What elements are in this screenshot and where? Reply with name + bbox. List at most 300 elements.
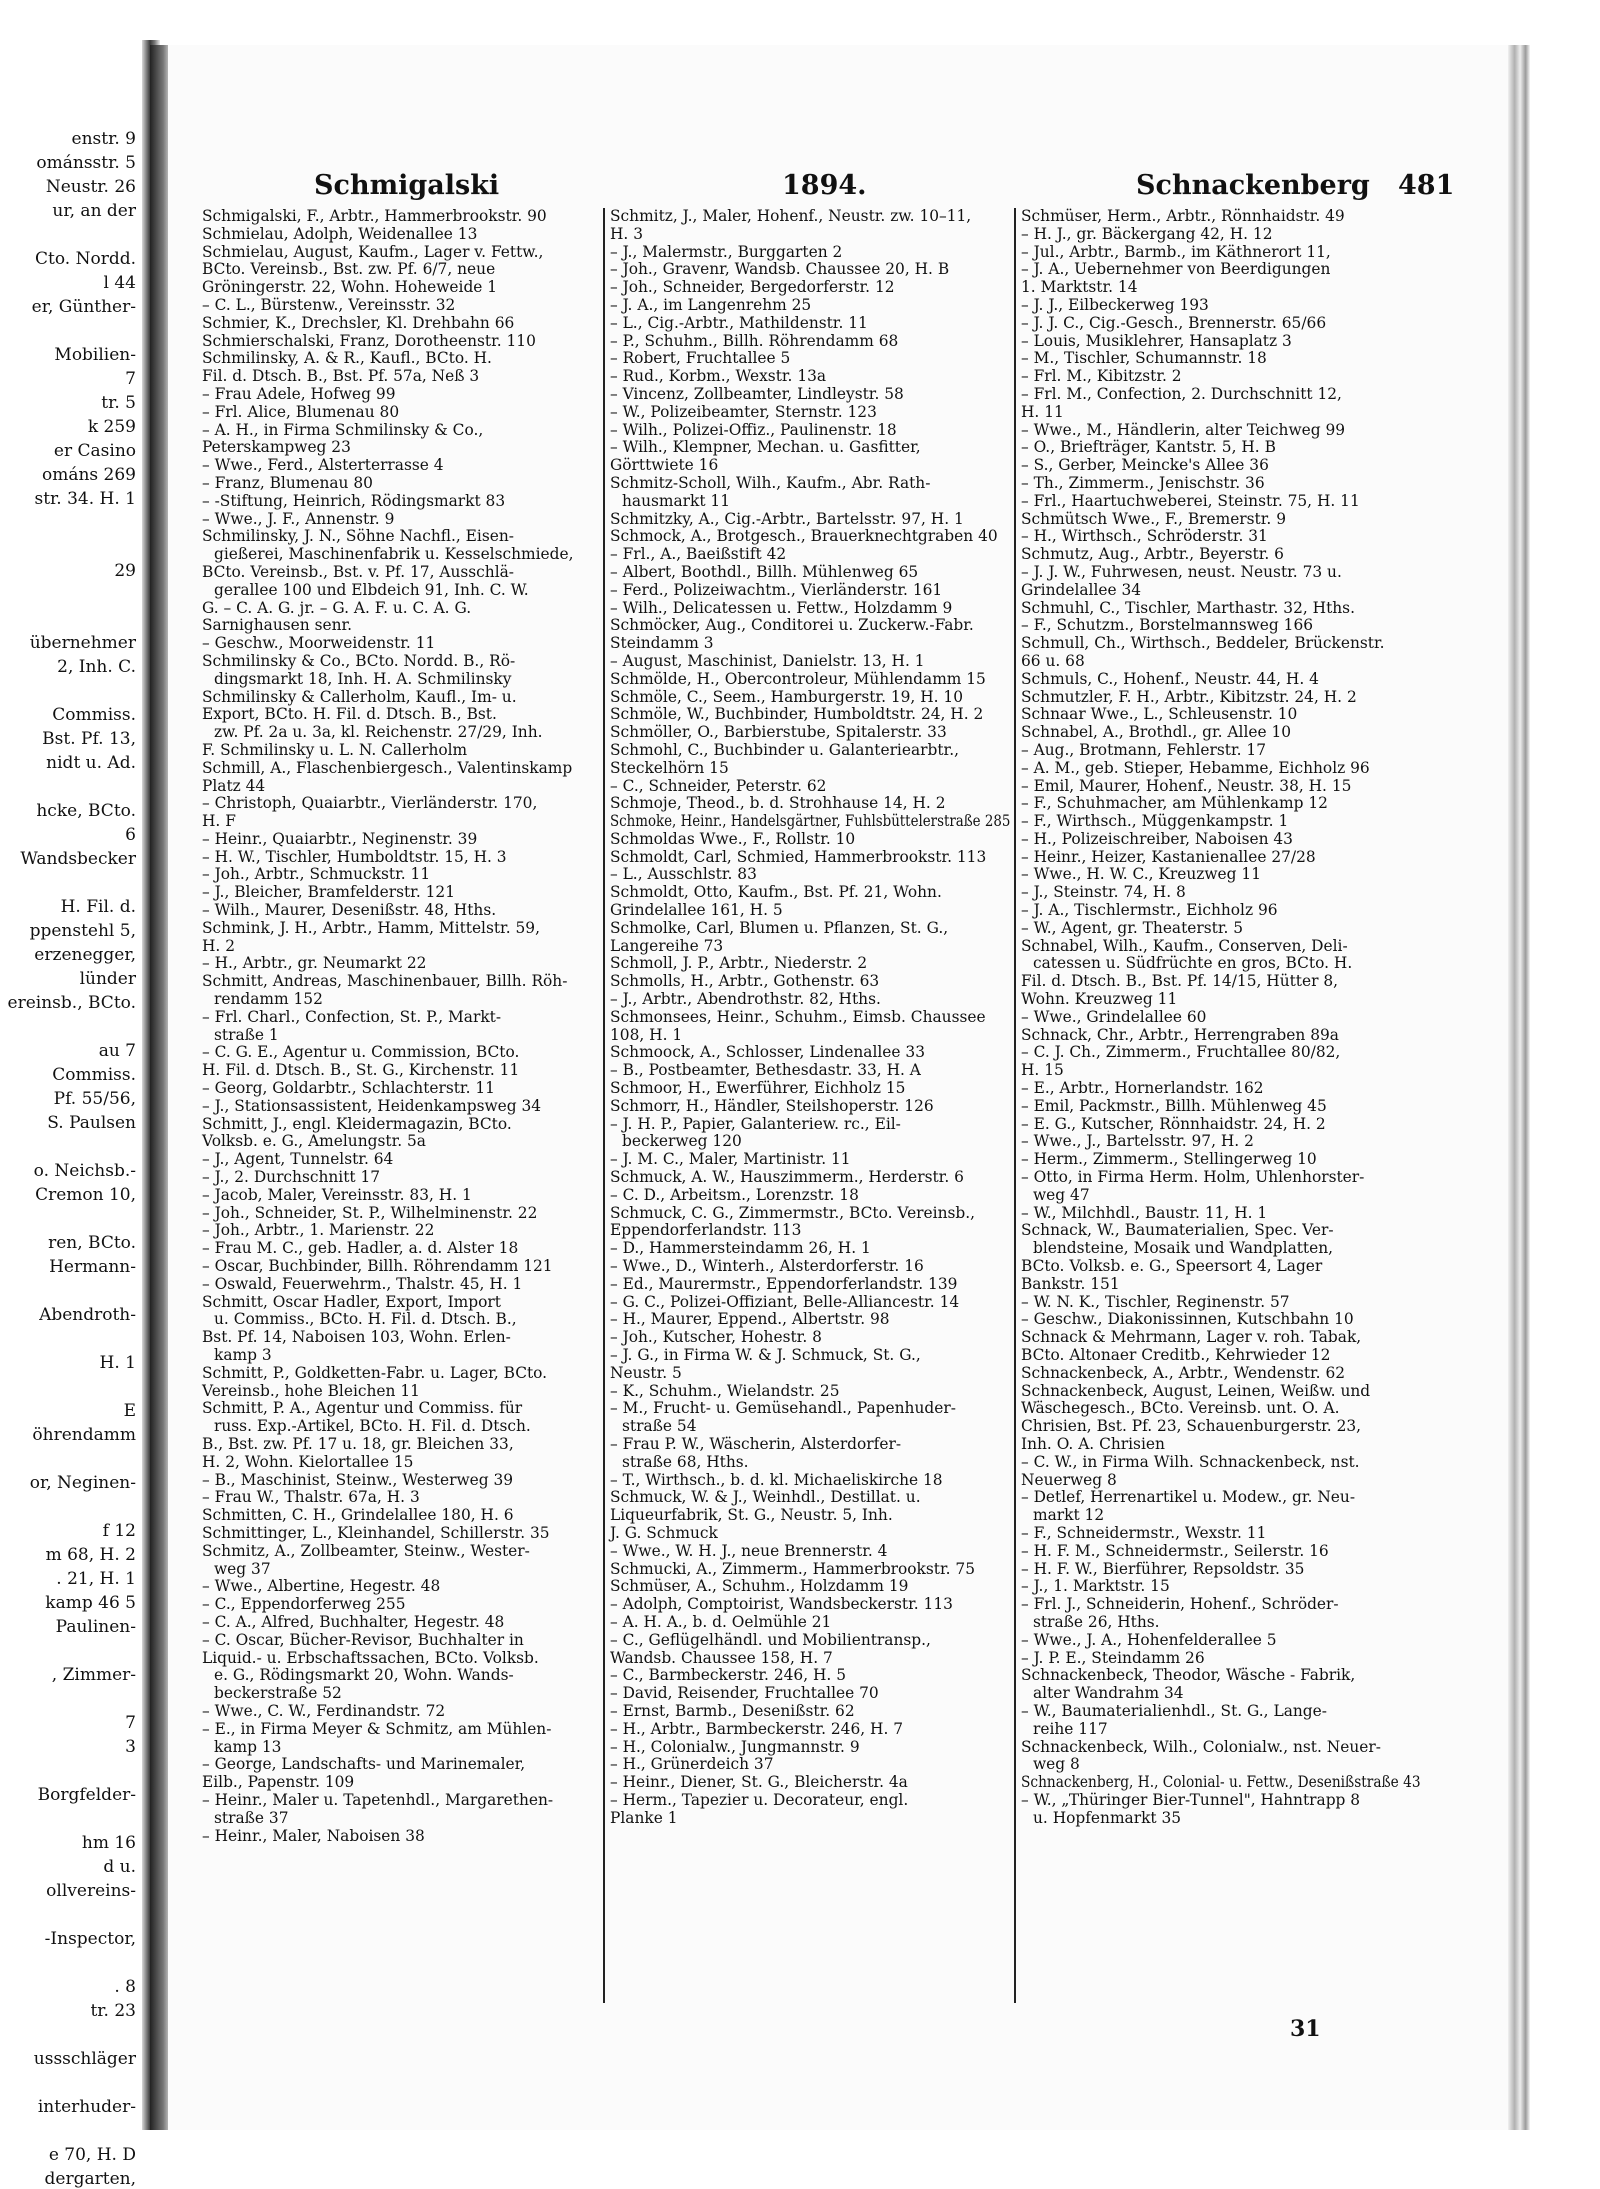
directory-entry-line: weg 8 xyxy=(1033,1755,1080,1774)
directory-entry-line: – Wwe., Ferd., Alsterterrasse 4 xyxy=(202,456,444,475)
directory-entry-line: beckerweg 120 xyxy=(622,1132,742,1151)
directory-entry-line: – J., Arbtr., Abendrothstr. 82, Hths. xyxy=(610,990,881,1009)
directory-entry-line: zw. Pf. 2a u. 3a, kl. Reichenstr. 27/29, Inh. xyxy=(214,723,543,742)
directory-entry-line: – J. G., in Firma W. & J. Schmuck, St. G., xyxy=(610,1346,921,1364)
directory-entry-line: Volksb. e. G., Amelungstr. 5a xyxy=(202,1132,426,1151)
directory-entry-line: Schmitt, Andreas, Maschinenbauer, Billh. Röh- xyxy=(202,972,568,991)
page-number: 481 xyxy=(1398,170,1455,201)
directory-entry-line: Görttwiete 16 xyxy=(610,456,719,475)
directory-entry-line: Grindelallee 161, H. 5 xyxy=(610,901,783,920)
directory-entry-line: Wandsb. Chaussee 158, H. 7 xyxy=(610,1648,833,1667)
facing-page-fragment: erzenegger, xyxy=(34,945,136,965)
directory-entry-line: – W., Agent, gr. Theaterstr. 5 xyxy=(1021,918,1244,937)
directory-entry-line: – Frl., A., Baeißstift 42 xyxy=(610,545,787,564)
directory-entry-line: Eilb., Papenstr. 109 xyxy=(202,1773,355,1792)
facing-page-fragment: übernehmer xyxy=(29,633,136,653)
directory-entry-line: – H., Maurer, Eppend., Albertstr. 98 xyxy=(610,1310,890,1329)
directory-entry-line: Schmill, A., Flaschenbiergesch., Valentinskamp xyxy=(202,758,573,777)
directory-entry-line: – Heinr., Quaiarbtr., Neginenstr. 39 xyxy=(202,829,478,848)
directory-entry-line: Wäschegesch., BCto. Vereinsb. unt. O. A. xyxy=(1021,1399,1340,1418)
facing-page-fragment: 2, Inh. C. xyxy=(57,657,136,677)
directory-entry-line: Schmielau, August, Kaufm., Lager v. Fettw., xyxy=(202,242,544,261)
directory-entry-line: – F., Schneidermstr., Wexstr. 11 xyxy=(1021,1523,1267,1542)
directory-entry-line: – Wilh., Maurer, Desenißstr. 48, Hths. xyxy=(202,901,497,920)
directory-entry-line: – Oswald, Feuerwehrm., Thalstr. 45, H. 1 xyxy=(202,1274,523,1293)
directory-entry-line: BCto. Vereinsb., Bst. v. Pf. 17, Ausschlä- xyxy=(202,562,515,581)
facing-page-fragment: E xyxy=(123,1401,136,1421)
directory-entry-line: – Wwe., Albertine, Hegestr. 48 xyxy=(202,1577,441,1596)
directory-entry-line: Schmölde, H., Obercontroleur, Mühlendamm 15 xyxy=(610,669,986,688)
directory-entry-line: – Joh., Schneider, St. P., Wilhelminenstr. 22 xyxy=(202,1203,538,1222)
facing-page-fragment: Borgfelder- xyxy=(37,1785,136,1805)
directory-entry-line: Schmutzler, F. H., Arbtr., Kibitzstr. 24, H. 2 xyxy=(1021,687,1357,706)
directory-entry-line: – Emil, Packmstr., Billh. Mühlenweg 45 xyxy=(1021,1096,1327,1115)
directory-entry-line: – Heinr., Maler u. Tapetenhdl., Margarethen- xyxy=(202,1790,554,1809)
directory-entry-line: – Wilh., Polizei-Offiz., Paulinenstr. 18 xyxy=(610,420,897,439)
directory-entry-line: Liquid.- u. Erbschaftssachen, BCto. Volksb. xyxy=(202,1648,539,1667)
directory-entry-line: – Frau Adele, Hofweg 99 xyxy=(202,384,396,403)
header-year: 1894. xyxy=(782,170,867,201)
directory-entry-line: – H. W., Tischler, Humboldtstr. 15, H. 3 xyxy=(202,847,507,866)
directory-entry-line: – Wilh., Klempner, Mechan. u. Gasfitter, xyxy=(610,438,921,457)
directory-entry-line: – Joh., Gravenr, Wandsb. Chaussee 20, H. B xyxy=(610,260,950,279)
directory-entry-line: – C., Eppendorferweg 255 xyxy=(202,1595,406,1614)
facing-page-fragment: . 21, H. 1 xyxy=(56,1569,136,1589)
directory-entry-line: – S., Gerber, Meincke's Allee 36 xyxy=(1021,456,1269,475)
directory-entry-line: reihe 117 xyxy=(1033,1719,1108,1738)
directory-entry-line: russ. Exp.-Artikel, BCto. H. Fil. d. Dtsch. xyxy=(214,1417,531,1436)
directory-entry-line: – Heinr., Heizer, Kastanienallee 27/28 xyxy=(1021,847,1316,866)
directory-entry-line: 1. Marktstr. 14 xyxy=(1021,278,1138,297)
facing-page-fragment: ussschläger xyxy=(33,2049,136,2069)
header-right-catchword: Schnackenberg xyxy=(1136,170,1370,201)
directory-entry-line: Grindelallee 34 xyxy=(1021,580,1142,599)
facing-page-fragment: er, Günther- xyxy=(31,297,136,317)
directory-entry-line: – Herm., Tapezier u. Decorateur, engl. xyxy=(610,1790,909,1809)
facing-page-fragment: ppenstehl 5, xyxy=(29,921,136,941)
facing-page-fragment: o. Neichsb.- xyxy=(33,1161,136,1181)
directory-entry-line: – H., Wirthsch., Schröderstr. 31 xyxy=(1021,527,1268,546)
directory-entry-line: – Herm., Zimmerm., Stellingerweg 10 xyxy=(1021,1150,1317,1169)
directory-entry-line: kamp 3 xyxy=(214,1346,272,1364)
directory-entry-line: u. Commiss., BCto. H. Fil. d. Dtsch. B., xyxy=(214,1310,517,1329)
facing-page-fragment: kamp 46 5 xyxy=(45,1593,136,1613)
directory-entry-line: beckerstraße 52 xyxy=(214,1684,342,1703)
directory-entry-line: – C. D., Arbeitsm., Lorenzstr. 18 xyxy=(610,1185,859,1204)
directory-entry-line: – M., Tischler, Schumannstr. 18 xyxy=(1021,349,1267,368)
directory-entry-line: Schnackenberg, H., Colonial- u. Fettw., Desenißstraße 43 xyxy=(1021,1773,1421,1792)
directory-entry-line: – Heinr., Maler, Naboisen 38 xyxy=(202,1826,425,1845)
directory-entry-line: blendsteine, Mosaik und Wandplatten, xyxy=(1033,1239,1334,1258)
directory-entry-line: – Adolph, Comptoirist, Wandsbeckerstr. 113 xyxy=(610,1595,953,1614)
directory-entry-line: Schmigalski, F., Arbtr., Hammerbrookstr. 90 xyxy=(202,207,547,225)
directory-entry-line: – O., Briefträger, Kantstr. 5, H. B xyxy=(1021,438,1276,457)
directory-entry-line: Schmöle, W., Buchbinder, Humboldtstr. 24, H. 2 xyxy=(610,705,984,724)
directory-entry-line: Schmüser, Herm., Arbtr., Rönnhaidstr. 49 xyxy=(1021,207,1345,225)
page-signature: 31 xyxy=(1290,2016,1321,2042)
directory-entry-line: – Joh., Kutscher, Hohestr. 8 xyxy=(610,1328,822,1347)
facing-page-fragment: 3 xyxy=(125,1737,136,1757)
facing-page-fragment: -Inspector, xyxy=(44,1929,136,1949)
directory-entry-line: – Wwe., C. W., Ferdinandstr. 72 xyxy=(202,1701,446,1720)
directory-entry-line: – H. F. W., Bierführer, Repsoldstr. 35 xyxy=(1021,1559,1305,1578)
directory-entry-line: straße 68, Hths. xyxy=(622,1452,749,1471)
directory-entry-line: BCto. Volksb. e. G., Speersort 4, Lager xyxy=(1021,1257,1323,1276)
directory-entry-line: – P., Schuhm., Billh. Röhrendamm 68 xyxy=(610,331,899,350)
directory-entry-line: Neustr. 5 xyxy=(610,1363,682,1382)
directory-entry-line: Schmitt, P. A., Agentur und Commiss. für xyxy=(202,1399,523,1418)
directory-entry-line: – Frl. Alice, Blumenau 80 xyxy=(202,402,400,421)
column-2 xyxy=(610,208,1010,1828)
directory-entry-line: Wohn. Kreuzweg 11 xyxy=(1021,990,1178,1009)
directory-entry-line: – Louis, Musiklehrer, Hansaplatz 3 xyxy=(1021,331,1292,350)
directory-entry-line: – C. A., Alfred, Buchhalter, Hegestr. 48 xyxy=(202,1612,505,1631)
directory-entry-line: J. G. Schmuck xyxy=(610,1523,718,1542)
directory-entry-line: – C., Geflügelhändl. und Mobilientransp., xyxy=(610,1630,931,1649)
directory-entry-line: rendamm 152 xyxy=(214,990,323,1009)
facing-page-fragment: Pf. 55/56, xyxy=(53,1089,136,1109)
directory-entry-line: – Georg, Goldarbtr., Schlachterstr. 11 xyxy=(202,1079,495,1098)
facing-page-fragment: Mobilien- xyxy=(54,345,136,365)
directory-entry-line: Schnackenbeck, Wilh., Colonialw., nst. Neuer- xyxy=(1021,1737,1381,1756)
directory-entry-line: – Vincenz, Zollbeamter, Lindleystr. 58 xyxy=(610,384,904,403)
directory-entry-line: Planke 1 xyxy=(610,1808,678,1827)
column-rule-1 xyxy=(603,208,605,2003)
directory-entry-line: Vereinsb., hohe Bleichen 11 xyxy=(202,1381,420,1400)
directory-entry-line: Schnackenbeck, August, Leinen, Weißw. und xyxy=(1021,1381,1371,1400)
facing-page-fragment: ollvereins- xyxy=(46,1881,136,1901)
directory-entry-line: Schmorr, H., Händler, Steilshoperstr. 126 xyxy=(610,1096,934,1115)
directory-entry-line: Schmittinger, L., Kleinhandel, Schillerstr. 35 xyxy=(202,1523,550,1542)
directory-entry-line: – B., Maschinist, Steinw., Westerweg 39 xyxy=(202,1470,514,1489)
directory-entry-line: Schnack & Mehrmann, Lager v. roh. Tabak, xyxy=(1021,1328,1362,1347)
directory-entry-line: Schnackenbeck, Theodor, Wäsche - Fabrik, xyxy=(1021,1666,1356,1685)
directory-entry-line: – Frl. J., Schneiderin, Hohenf., Schröder- xyxy=(1021,1595,1339,1614)
directory-entry-line: Schmüser, A., Schuhm., Holzdamm 19 xyxy=(610,1577,909,1596)
directory-entry-line: straße 26, Hths. xyxy=(1033,1612,1160,1631)
directory-entry-line: Sarnighausen senr. xyxy=(202,616,353,635)
facing-page-fragment: ománsstr. 5 xyxy=(36,153,136,173)
directory-entry-line: Schmitz-Scholl, Wilh., Kaufm., Abr. Rath- xyxy=(610,473,931,492)
directory-entry-line: – Robert, Fruchtallee 5 xyxy=(610,349,791,368)
directory-entry-line: Peterskampweg 23 xyxy=(202,438,351,457)
directory-entry-line: Inh. O. A. Chrisien xyxy=(1021,1434,1165,1453)
facing-page-fragment: tr. 23 xyxy=(90,2001,136,2021)
directory-entry-line: – J., Stationsassistent, Heidenkampsweg 34 xyxy=(202,1096,542,1115)
directory-entry-line: Fil. d. Dtsch. B., Bst. Pf. 57a, Neß 3 xyxy=(202,367,480,386)
directory-entry-line: – J. A., Tischlermstr., Eichholz 96 xyxy=(1021,901,1278,920)
directory-entry-line: H. 2, Wohn. Kielortallee 15 xyxy=(202,1452,414,1471)
facing-page-fragment: ren, BCto. xyxy=(48,1233,136,1253)
facing-page-fragment: . 8 xyxy=(114,1977,136,1997)
directory-entry-line: weg 37 xyxy=(214,1559,271,1578)
directory-entry-line: – David, Reisender, Fruchtallee 70 xyxy=(610,1684,879,1703)
facing-page-fragment: hm 16 xyxy=(81,1833,136,1853)
facing-page-fragment: Neustr. 26 xyxy=(45,177,136,197)
directory-entry-line: Schmuck, C. G., Zimmermstr., BCto. Vereinsb., xyxy=(610,1203,976,1222)
directory-entry-line: – C., Barmbeckerstr. 246, H. 5 xyxy=(610,1666,846,1685)
directory-entry-line: – Aug., Brotmann, Fehlerstr. 17 xyxy=(1021,740,1267,759)
directory-entry-line: BCto. Altonaer Creditb., Kehrwieder 12 xyxy=(1021,1346,1331,1364)
directory-entry-line: Schnackenbeck, A., Arbtr., Wendenstr. 62 xyxy=(1021,1363,1346,1382)
directory-entry-line: – Th., Zimmerm., Jenischstr. 36 xyxy=(1021,473,1265,492)
directory-entry-line: H. 11 xyxy=(1021,402,1064,421)
directory-entry-line: H. F xyxy=(202,812,236,831)
directory-entry-line: F. Schmilinsky u. L. N. Callerholm xyxy=(202,740,468,759)
facing-page-edge xyxy=(0,40,160,2189)
directory-entry-line: BCto. Vereinsb., Bst. zw. Pf. 6/7, neue xyxy=(202,260,496,279)
directory-entry-line: – J. P. E., Steindamm 26 xyxy=(1021,1648,1205,1667)
directory-entry-line: Schmöller, O., Barbierstube, Spitalerstr. 33 xyxy=(610,723,947,742)
facing-page-fragment: ománs 269 xyxy=(41,465,136,485)
directory-entry-line: straße 54 xyxy=(622,1417,697,1436)
directory-entry-line: – J., 2. Durchschnitt 17 xyxy=(202,1168,381,1187)
directory-entry-line: – H., Grünerdeich 37 xyxy=(610,1755,774,1774)
facing-page-fragment: ur, an der xyxy=(52,201,136,221)
directory-entry-line: – J., Steinstr. 74, H. 8 xyxy=(1021,883,1186,902)
directory-entry-line: 66 u. 68 xyxy=(1021,651,1085,670)
directory-entry-line: – Joh., Arbtr., 1. Marienstr. 22 xyxy=(202,1221,435,1240)
directory-entry-line: – J., 1. Marktstr. 15 xyxy=(1021,1577,1170,1596)
directory-entry-line: H. 2 xyxy=(202,936,235,955)
directory-entry-line: Schmuck, A. W., Hauszimmerm., Herderstr. 6 xyxy=(610,1168,964,1187)
directory-entry-line: – W., Polizeibeamter, Sternstr. 123 xyxy=(610,402,877,421)
directory-entry-line: Schmuck, W. & J., Weinhdl., Destillat. u. xyxy=(610,1488,921,1507)
directory-entry-line: Schnabel, Wilh., Kaufm., Conserven, Deli- xyxy=(1021,936,1348,955)
page-edges xyxy=(1508,45,1530,2130)
directory-entry-line: – Frl. M., Confection, 2. Durchschnitt 12, xyxy=(1021,384,1342,403)
directory-entry-line: – Frl. M., Kibitzstr. 2 xyxy=(1021,367,1182,386)
directory-entry-line: Schmilinsky & Callerholm, Kaufl., Im- u. xyxy=(202,687,517,706)
directory-entry-line: dingsmarkt 18, Inh. H. A. Schmilinsky xyxy=(214,669,512,688)
facing-page-fragment: ereinsb., BCto. xyxy=(7,993,136,1013)
directory-entry-line: Schmucki, A., Zimmerm., Hammerbrookstr. 75 xyxy=(610,1559,976,1578)
directory-entry-line: Schmöle, C., Seem., Hamburgerstr. 19, H. 10 xyxy=(610,687,964,706)
directory-entry-line: Schmoor, H., Ewerführer, Eichholz 15 xyxy=(610,1079,906,1098)
directory-entry-line: straße 1 xyxy=(214,1025,279,1044)
directory-entry-line: Schmoke, Heinr., Handelsgärtner, Fuhlsbüttelerstraße 285 xyxy=(610,812,1011,831)
facing-page-fragment: dergarten, xyxy=(44,2169,136,2189)
directory-entry-line: – H., Arbtr., gr. Neumarkt 22 xyxy=(202,954,427,973)
directory-entry-line: Schmilinsky & Co., BCto. Nordd. B., Rö- xyxy=(202,651,516,670)
directory-entry-line: – Frl., Haartuchweberei, Steinstr. 75, H. 11 xyxy=(1021,491,1360,510)
facing-page-fragment: Commiss. xyxy=(52,705,136,725)
directory-entry-line: Schmuls, C., Hohenf., Neustr. 44, H. 4 xyxy=(1021,669,1319,688)
directory-entry-line: – J., Bleicher, Bramfelderstr. 121 xyxy=(202,883,455,902)
directory-entry-line: – Frau W., Thalstr. 67a, H. 3 xyxy=(202,1488,420,1507)
directory-entry-line: H. 3 xyxy=(610,224,643,243)
directory-entry-line: gießerei, Maschinenfabrik u. Kesselschmiede, xyxy=(214,545,574,564)
directory-entry-line: – W., Milchhdl., Baustr. 11, H. 1 xyxy=(1021,1203,1268,1222)
directory-entry-line: – Ed., Maurermstr., Eppendorferlandstr. 139 xyxy=(610,1274,958,1293)
directory-entry-line: Schmitz, A., Zollbeamter, Steinw., Wester- xyxy=(202,1541,530,1560)
directory-entry-line: – H., Polizeischreiber, Naboisen 43 xyxy=(1021,829,1293,848)
directory-entry-line: – E., Arbtr., Hornerlandstr. 162 xyxy=(1021,1079,1264,1098)
directory-entry-line: Schmilinsky, A. & R., Kaufl., BCto. H. xyxy=(202,349,492,368)
directory-entry-line: – A. M., geb. Stieper, Hebamme, Eichholz 96 xyxy=(1021,758,1370,777)
directory-entry-line: – J. J., Eilbeckerweg 193 xyxy=(1021,295,1209,314)
directory-entry-line: Bankstr. 151 xyxy=(1021,1274,1120,1293)
directory-entry-line: Schmink, J. H., Arbtr., Hamm, Mittelstr. 59, xyxy=(202,918,540,937)
directory-entry-line: – C. J. Ch., Zimmerm., Fruchtallee 80/82, xyxy=(1021,1043,1341,1062)
directory-entry-line: – Wwe., W. H. J., neue Brennerstr. 4 xyxy=(610,1541,888,1560)
directory-entry-line: H. 15 xyxy=(1021,1061,1064,1080)
facing-page-fragment: f 12 xyxy=(102,1521,136,1541)
directory-entry-line: Schmilinsky, J. N., Söhne Nachfl., Eisen- xyxy=(202,527,514,546)
directory-entry-line: – Franz, Blumenau 80 xyxy=(202,473,373,492)
directory-entry-line: – F., Wirthsch., Müggenkampstr. 1 xyxy=(1021,812,1289,831)
directory-entry-line: Schmitt, Oscar Hadler, Export, Import xyxy=(202,1292,501,1311)
directory-entry-line: – Frau P. W., Wäscherin, Alsterdorfer- xyxy=(610,1434,902,1453)
directory-entry-line: Chrisien, Bst. Pf. 23, Schauenburgerstr. 23, xyxy=(1021,1417,1362,1436)
directory-entry-line: – Wwe., J. A., Hohenfelderallee 5 xyxy=(1021,1630,1277,1649)
directory-entry-line: – J., Malermstr., Burggarten 2 xyxy=(610,242,843,261)
directory-entry-line: u. Hopfenmarkt 35 xyxy=(1033,1808,1182,1827)
directory-entry-line: – L., Cig.-Arbtr., Mathildenstr. 11 xyxy=(610,313,868,332)
column-3 xyxy=(1021,208,1421,1828)
directory-entry-line: Schmoje, Theod., b. d. Strohhause 14, H. 2 xyxy=(610,794,946,813)
directory-entry-line: – W. N. K., Tischler, Reginenstr. 57 xyxy=(1021,1292,1290,1311)
directory-entry-line: Schmolls, H., Arbtr., Gothenstr. 63 xyxy=(610,972,880,991)
directory-entry-line: Schmier, K., Drechsler, Kl. Drehbahn 66 xyxy=(202,313,515,332)
facing-page-fragment: 7 xyxy=(125,1713,136,1733)
directory-entry-line: – J. H. P., Papier, Galanteriew. rc., Eil- xyxy=(610,1114,901,1133)
directory-entry-line: Schmielau, Adolph, Weidenallee 13 xyxy=(202,224,478,243)
directory-entry-line: – H. J., gr. Bäckergang 42, H. 12 xyxy=(1021,224,1273,243)
directory-entry-line: Schnaar Wwe., L., Schleusenstr. 10 xyxy=(1021,705,1298,724)
facing-page-fragment: tr. 5 xyxy=(101,393,136,413)
directory-entry-line: Schmolke, Carl, Blumen u. Pflanzen, St. G., xyxy=(610,918,949,937)
directory-entry-line: – J. M. C., Maler, Martinistr. 11 xyxy=(610,1150,851,1169)
directory-entry-line: – George, Landschafts- und Marinemaler, xyxy=(202,1755,526,1774)
directory-entry-line: – C., Schneider, Peterstr. 62 xyxy=(610,776,827,795)
directory-entry-line: Schmütsch Wwe., F., Bremerstr. 9 xyxy=(1021,509,1286,528)
directory-entry-line: – H., Arbtr., Barmbeckerstr. 246, H. 7 xyxy=(610,1719,904,1738)
directory-entry-line: Schmoldt, Carl, Schmied, Hammerbrookstr. 113 xyxy=(610,847,987,866)
facing-page-fragment: or, Neginen- xyxy=(29,1473,136,1493)
directory-entry-line: – Rud., Korbm., Wexstr. 13a xyxy=(610,367,827,386)
facing-page-fragment: au 7 xyxy=(98,1041,136,1061)
directory-entry-line: Schmutz, Aug., Arbtr., Beyerstr. 6 xyxy=(1021,545,1284,564)
directory-entry-line: Schmitt, J., engl. Kleidermagazin, BCto. xyxy=(202,1114,512,1133)
facing-page-fragment: k 259 xyxy=(87,417,136,437)
directory-entry-line: e. G., Rödingsmarkt 20, Wohn. Wands- xyxy=(214,1666,514,1685)
facing-page-fragment: H. Fil. d. xyxy=(60,897,136,917)
directory-entry-line: Schmitz, J., Maler, Hohenf., Neustr. zw. 10–11, xyxy=(610,207,972,225)
directory-entry-line: gerallee 100 und Elbdeich 91, Inh. C. W. xyxy=(214,580,529,599)
directory-entry-line: Bst. Pf. 14, Naboisen 103, Wohn. Erlen- xyxy=(202,1328,511,1347)
directory-entry-line: – W., Baumaterialienhdl., St. G., Lange- xyxy=(1021,1701,1327,1720)
directory-entry-line: – Wwe., Grindelallee 60 xyxy=(1021,1007,1207,1026)
directory-entry-line: – A. H., in Firma Schmilinsky & Co., xyxy=(202,420,484,439)
directory-entry-line: – C. W., in Firma Wilh. Schnackenbeck, nst. xyxy=(1021,1452,1360,1471)
directory-entry-line: Langereihe 73 xyxy=(610,936,724,955)
directory-entry-line: G. – C. A. G. jr. – G. A. F. u. C. A. G. xyxy=(202,598,472,617)
directory-entry-line: Steindamm 3 xyxy=(610,634,714,653)
directory-entry-line: – C. G. E., Agentur u. Commission, BCto. xyxy=(202,1043,520,1062)
directory-entry-line: weg 47 xyxy=(1033,1185,1090,1204)
facing-page-fragment: m 68, H. 2 xyxy=(45,1545,136,1565)
directory-entry-line: – Frl. Charl., Confection, St. P., Markt- xyxy=(202,1007,502,1026)
directory-entry-line: Schmohl, C., Buchbinder u. Galanteriearbtr., xyxy=(610,740,959,759)
directory-entry-line: Schmitzky, A., Cig.-Arbtr., Bartelsstr. 97, H. 1 xyxy=(610,509,964,528)
facing-page-fragment: d u. xyxy=(103,1857,136,1877)
directory-entry-line: – K., Schuhm., Wielandstr. 25 xyxy=(610,1381,840,1400)
directory-entry-line: – Frau M. C., geb. Hadler, a. d. Alster 18 xyxy=(202,1239,519,1258)
directory-entry-line: – Geschw., Diakonissinnen, Kutschbahn 10 xyxy=(1021,1310,1354,1329)
directory-entry-line: – M., Frucht- u. Gemüsehandl., Papenhuder- xyxy=(610,1399,956,1418)
directory-entry-line: Schmonsees, Heinr., Schuhm., Eimsb. Chaussee xyxy=(610,1007,986,1026)
directory-entry-line: – Geschw., Moorweidenstr. 11 xyxy=(202,634,436,653)
directory-entry-line: hausmarkt 11 xyxy=(622,491,731,510)
directory-entry-line: – J. A., im Langenrehm 25 xyxy=(610,295,812,314)
directory-entry-line: H. Fil. d. Dtsch. B., St. G., Kirchenstr. 11 xyxy=(202,1061,520,1080)
facing-page-fragment: 6 xyxy=(125,825,136,845)
facing-page-fragment: Hermann- xyxy=(49,1257,136,1277)
directory-entry-line: – Joh., Arbtr., Schmuckstr. 11 xyxy=(202,865,431,884)
directory-entry-line: – Joh., Schneider, Bergedorferstr. 12 xyxy=(610,278,895,297)
directory-entry-line: – Ernst, Barmb., Desenißstr. 62 xyxy=(610,1701,855,1720)
directory-entry-line: Schnack, Chr., Arbtr., Herrengraben 89a xyxy=(1021,1025,1339,1044)
directory-entry-line: B., Bst. zw. Pf. 17 u. 18, gr. Bleichen 33, xyxy=(202,1434,514,1453)
directory-entry-line: – J. J. C., Cig.-Gesch., Brennerstr. 65/66 xyxy=(1021,313,1327,332)
directory-entry-line: Schnack, W., Baumaterialien, Spec. Ver- xyxy=(1021,1221,1334,1240)
column-1 xyxy=(202,208,602,1845)
directory-entry-line: – Jacob, Maler, Vereinsstr. 83, H. 1 xyxy=(202,1185,472,1204)
directory-entry-line: 108, H. 1 xyxy=(610,1025,683,1044)
directory-entry-line: Steckelhörn 15 xyxy=(610,758,729,777)
directory-entry-line: catessen u. Südfrüchte en gros, BCto. H. xyxy=(1033,954,1353,973)
directory-entry-line: – Wilh., Delicatessen u. Fettw., Holzdamm 9 xyxy=(610,598,953,617)
directory-entry-line: straße 37 xyxy=(214,1808,289,1827)
directory-entry-line: Schmöcker, Aug., Conditorei u. Zuckerw.-Fabr. xyxy=(610,616,974,635)
directory-entry-line: – H. F. M., Schneidermstr., Seilerstr. 16 xyxy=(1021,1541,1329,1560)
facing-page-fragment: nidt u. Ad. xyxy=(46,753,136,773)
directory-entry-line: – E., in Firma Meyer & Schmitz, am Mühlen- xyxy=(202,1719,552,1738)
directory-entry-line: – Ferd., Polizeiwachtm., Vierländerstr. 161 xyxy=(610,580,943,599)
directory-entry-line: – -Stiftung, Heinrich, Rödingsmarkt 83 xyxy=(202,491,506,510)
directory-entry-line: – Wwe., D., Winterh., Alsterdorferstr. 16 xyxy=(610,1257,924,1276)
directory-entry-line: – H., Colonialw., Jungmannstr. 9 xyxy=(610,1737,860,1756)
facing-page-fragment: H. 1 xyxy=(99,1353,136,1373)
facing-page-fragment: interhuder- xyxy=(37,2097,136,2117)
directory-entry-line: – W., „Thüringer Bier-Tunnel", Hahntrapp 8 xyxy=(1021,1790,1361,1809)
directory-entry-line: – D., Hammersteindamm 26, H. 1 xyxy=(610,1239,871,1258)
directory-entry-line: markt 12 xyxy=(1033,1506,1105,1525)
directory-entry-line: – F., Schuhmacher, am Mühlenkamp 12 xyxy=(1021,794,1328,813)
facing-page-fragment: Paulinen- xyxy=(55,1617,136,1637)
directory-entry-line: – Wwe., J. F., Annenstr. 9 xyxy=(202,509,395,528)
facing-page-fragment: hcke, BCto. xyxy=(36,801,136,821)
directory-entry-line: Export, BCto. H. Fil. d. Dtsch. B., Bst. xyxy=(202,705,497,724)
facing-page-fragment: Cto. Nordd. xyxy=(35,249,136,269)
facing-page-fragment: e 70, H. D xyxy=(48,2145,136,2165)
directory-entry-line: – Emil, Maurer, Hohenf., Neustr. 38, H. 15 xyxy=(1021,776,1352,795)
directory-entry-line: Platz 44 xyxy=(202,776,266,795)
directory-entry-line: Schmull, Ch., Wirthsch., Beddeler, Brückenstr. xyxy=(1021,634,1385,653)
directory-entry-line: Gröningerstr. 22, Wohn. Hoheweide 1 xyxy=(202,278,498,297)
facing-page-fragment: l 44 xyxy=(103,273,136,293)
facing-page-fragment: Wandsbecker xyxy=(20,849,136,869)
directory-entry-line: – J. A., Uebernehmer von Beerdigungen xyxy=(1021,260,1331,279)
directory-entry-line: – J. J. W., Fuhrwesen, neust. Neustr. 73 u. xyxy=(1021,562,1342,581)
directory-entry-line: Schmuhl, C., Tischler, Marthastr. 32, Hths. xyxy=(1021,598,1355,617)
directory-entry-line: – T., Wirthsch., b. d. kl. Michaeliskirche 18 xyxy=(610,1470,943,1489)
directory-entry-line: – Christoph, Quaiarbtr., Vierländerstr. 170, xyxy=(202,794,538,813)
directory-entry-line: – Otto, in Firma Herm. Holm, Uhlenhorster- xyxy=(1021,1168,1365,1187)
directory-entry-line: Schmoldas Wwe., F., Rollstr. 10 xyxy=(610,829,856,848)
facing-page-fragment: er Casino xyxy=(53,441,136,461)
